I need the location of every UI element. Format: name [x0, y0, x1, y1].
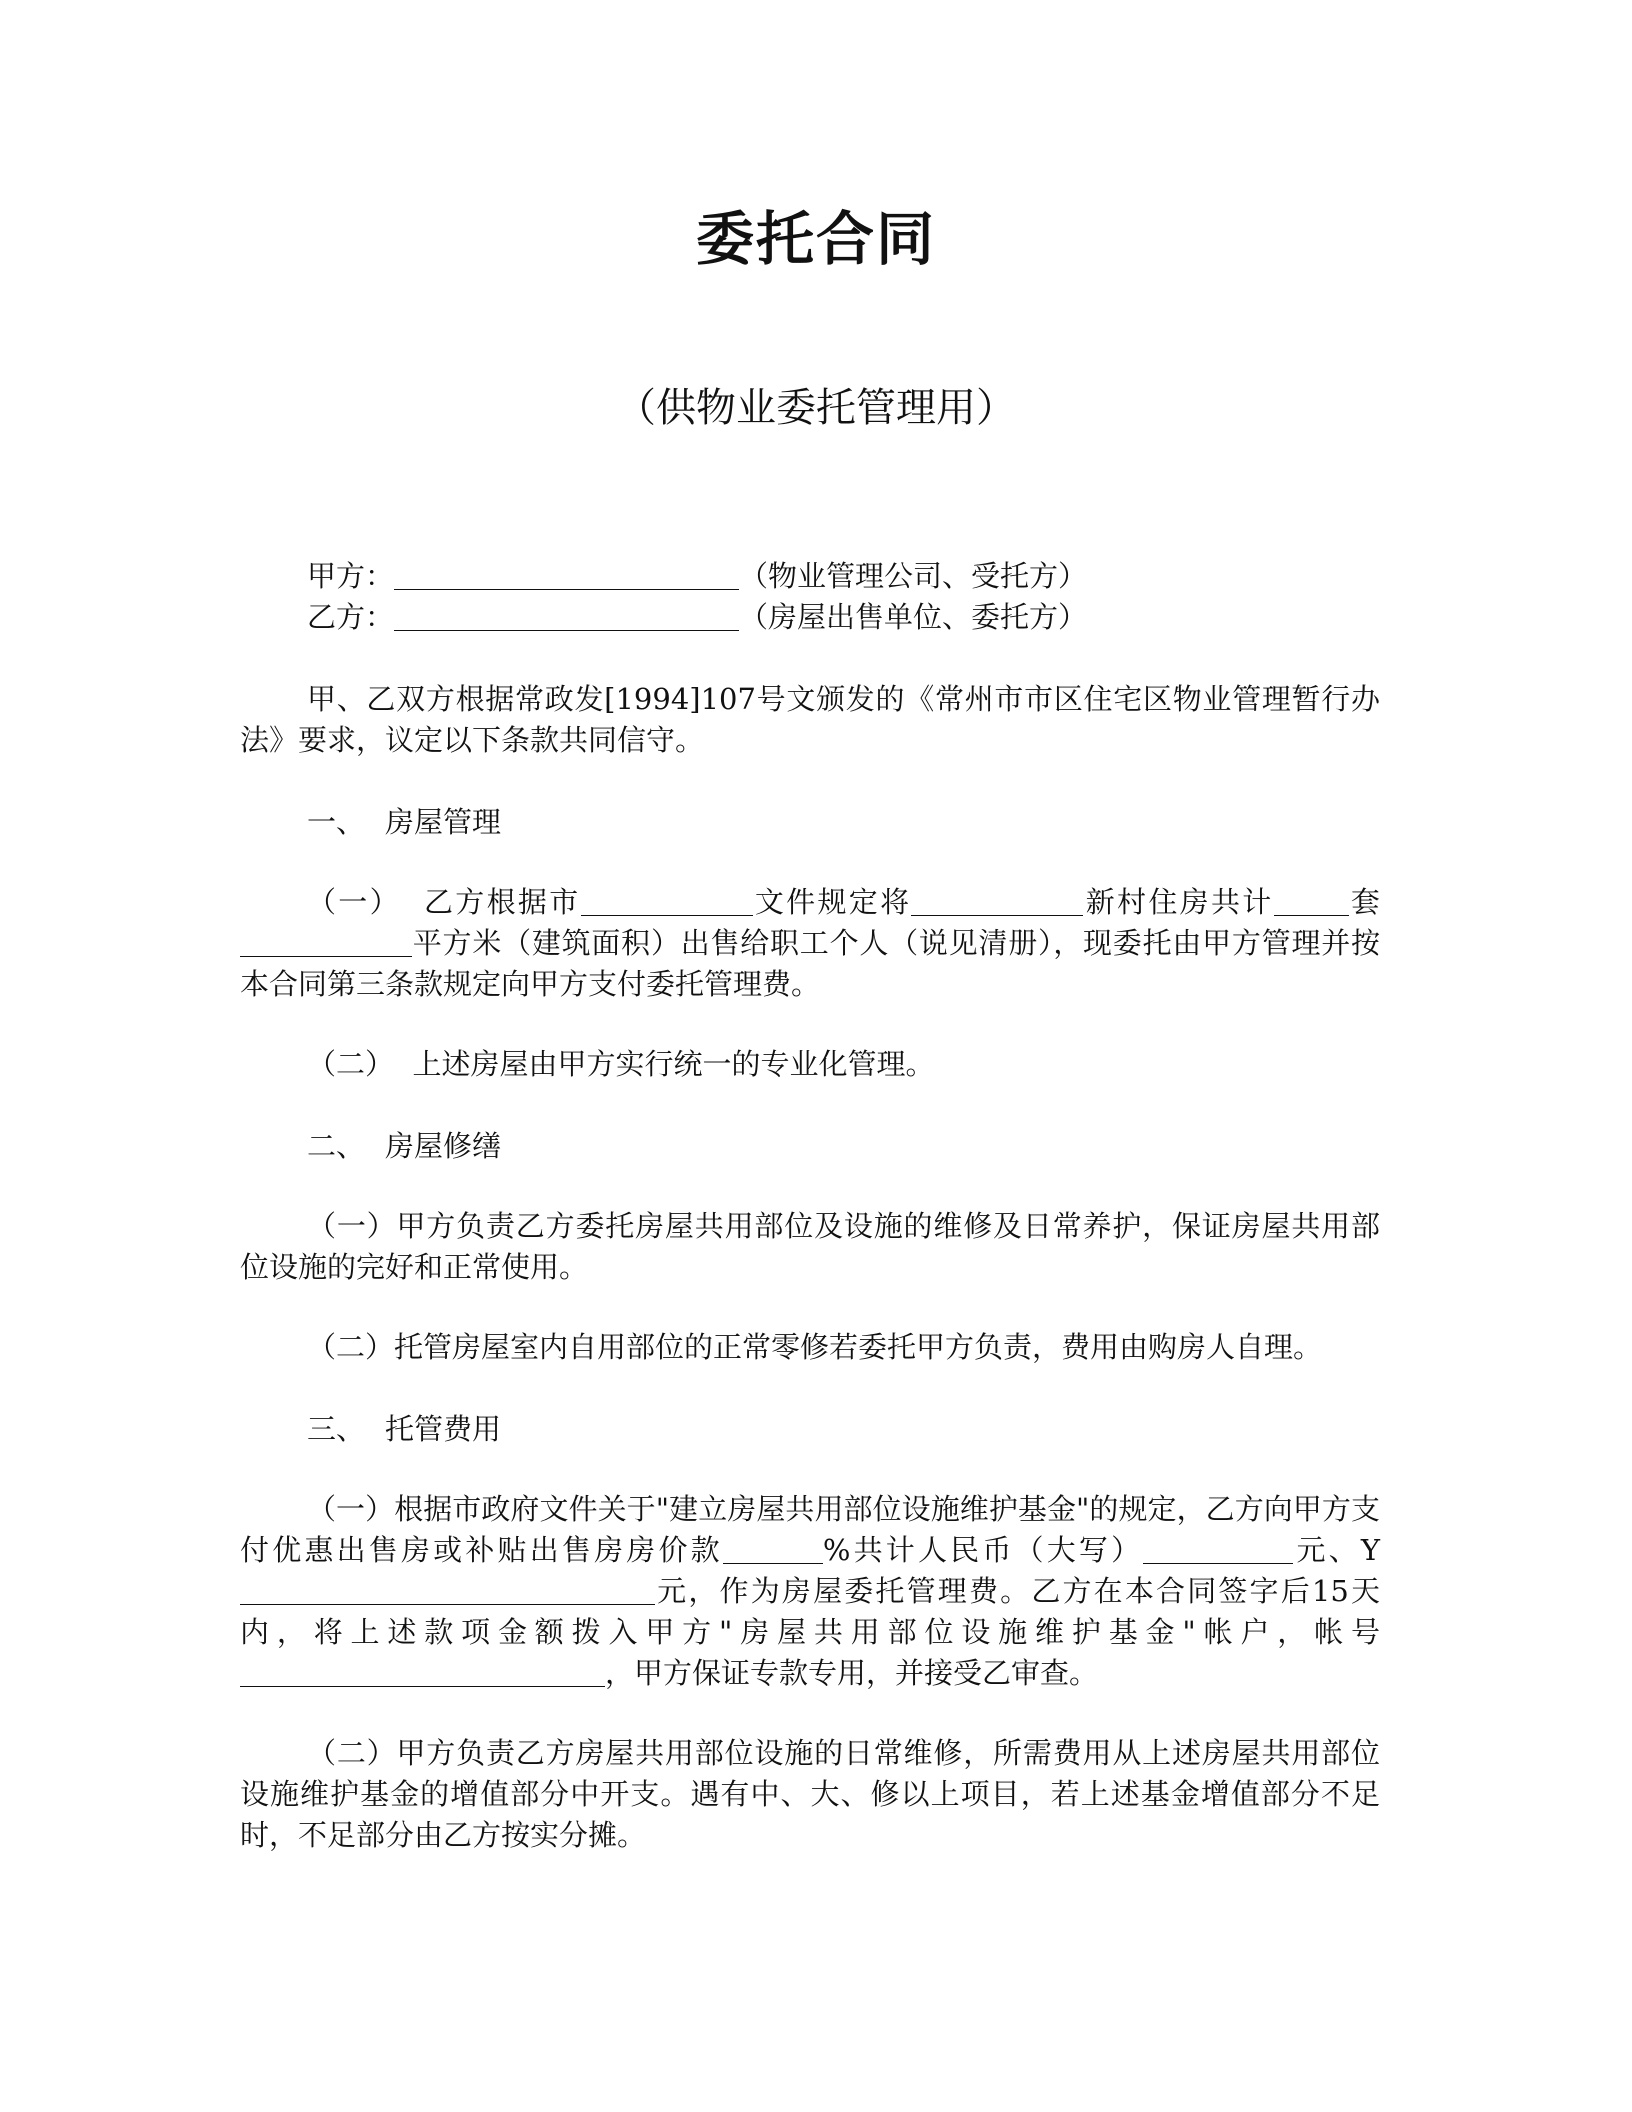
intro-paragraph: 甲、乙双方根据常政发[1994]107号文颁发的《常州市市区住宅区物业管理暂行办法》要求，议定以下条款共同信守。	[240, 682, 1380, 757]
clause-text: 元，作为房屋委托管理费。乙方在本合同签字后15天内，将上述款项金额拨入甲方"房屋共用部位设施维护基金"帐户，帐号	[240, 1574, 1380, 1649]
clause-prefix: （二）	[307, 1047, 395, 1081]
clause-text: 元、Y	[1293, 1533, 1380, 1567]
party-b-label: 乙方：	[307, 600, 395, 634]
clause-text: 根据市政府文件关于"建立房屋共用部位设施维护基金"的规定，乙方向甲方支付优惠出售房或补贴出售房房价款	[240, 1492, 1380, 1567]
clause-prefix: （一）	[307, 1492, 395, 1526]
clause-text: 托管房屋室内自用部位的正常零修若委托甲方负责，费用由购房人自理。	[394, 1330, 1323, 1364]
clause-text: 套	[1348, 885, 1380, 919]
percent-blank	[723, 1533, 823, 1564]
clause-text: 乙方根据市	[424, 885, 581, 919]
clause-3-1	[240, 1489, 1380, 1694]
area-blank	[240, 926, 412, 957]
clause-prefix: （二）	[307, 1736, 397, 1770]
clause-2-2	[240, 1327, 1380, 1368]
section-heading-2	[240, 1126, 1380, 1167]
party-a-blank	[394, 559, 739, 590]
clause-text: ，甲方保证专款专用，并接受乙审查。	[605, 1656, 1099, 1690]
account-number-blank	[240, 1656, 605, 1687]
clause-text: 新村住房共计	[1083, 885, 1274, 919]
clause-prefix: （二）	[307, 1330, 395, 1364]
clause-1-1	[240, 882, 1380, 1005]
page-subtitle: （供物业委托管理用）	[616, 385, 1016, 431]
party-b-line	[240, 597, 1380, 638]
clause-2-1	[240, 1206, 1380, 1288]
clause-3-2	[240, 1733, 1380, 1856]
city-doc-blank	[581, 885, 753, 916]
clause-1-2	[240, 1044, 1380, 1085]
party-b-note: （房屋出售单位、委托方）	[739, 600, 1088, 634]
section-title: 房屋修缮	[385, 1129, 502, 1163]
section-number: 一、	[307, 805, 366, 839]
unit-count-blank	[1274, 885, 1349, 916]
section-title: 房屋管理	[385, 805, 502, 839]
clause-prefix: （一）	[307, 885, 401, 919]
section-number: 三、	[307, 1412, 366, 1446]
clause-text: 平方米（建筑面积）出售给职工个人（说见清册），现委托由甲方管理并按本合同第三条款规定向甲方支付委托管理费。	[240, 926, 1380, 1001]
party-a-line	[240, 556, 1380, 597]
clause-text: 甲方负责乙方委托房屋共用部位及设施的维修及日常养护，保证房屋共用部位设施的完好和正常使用。	[240, 1209, 1380, 1284]
party-b-blank	[394, 600, 739, 631]
page-title: 委托合同	[695, 205, 936, 273]
clause-text: 上述房屋由甲方实行统一的专业化管理。	[412, 1047, 935, 1081]
section-title: 托管费用	[385, 1412, 502, 1446]
amount-number-blank	[240, 1574, 655, 1605]
contract-body	[240, 556, 1380, 1856]
section-number: 二、	[307, 1129, 366, 1163]
clause-text: 文件规定将	[752, 885, 912, 919]
party-a-note: （物业管理公司、受托方）	[739, 559, 1088, 593]
village-name-blank	[911, 885, 1083, 916]
clause-text: %共计人民币（大写）	[822, 1533, 1144, 1567]
section-heading-1	[240, 802, 1380, 843]
clause-text: 甲方负责乙方房屋共用部位设施的日常维修，所需费用从上述房屋共用部位设施维护基金的增值部分中开支。遇有中、大、修以上项目，若上述基金增值部分不足时，不足部分由乙方按实分摊。	[240, 1736, 1380, 1852]
party-a-label: 甲方：	[307, 559, 395, 593]
amount-words-blank	[1143, 1533, 1293, 1564]
clause-prefix: （一）	[307, 1209, 397, 1243]
section-heading-3	[240, 1409, 1380, 1450]
